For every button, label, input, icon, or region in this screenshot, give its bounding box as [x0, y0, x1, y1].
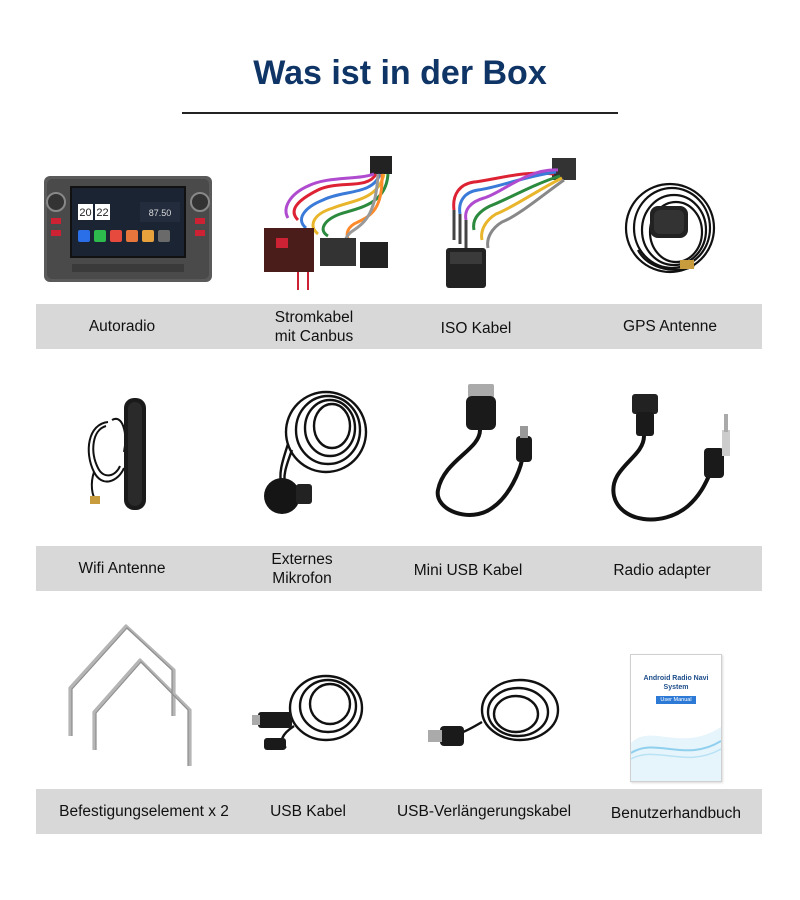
items-row-1 [36, 304, 762, 349]
manual-title-line: Android Radio Navi [643, 675, 709, 682]
item-label-mini-usb-kabel [382, 546, 554, 591]
label-line: Mini USB Kabel [413, 562, 523, 579]
label-line: Autoradio [88, 318, 156, 335]
item-label-usb-kabel [222, 789, 394, 834]
title-divider [182, 112, 618, 114]
radio-adapter-icon [608, 388, 748, 528]
items-row-3 [36, 789, 762, 834]
label-line: Mikrofon [272, 569, 332, 587]
radio-frequency: 87.50 [148, 208, 172, 218]
user-manual-icon [630, 654, 722, 782]
radio-clock-hour: 20 [79, 207, 92, 219]
label-line: Wifi Antenne [78, 560, 166, 577]
mini-usb-cable-icon [430, 380, 550, 525]
item-label-gps-antenne [584, 304, 756, 349]
label-line: Benutzerhandbuch [610, 805, 742, 822]
label-line: GPS Antenne [623, 318, 717, 335]
gps-antenna-icon [618, 170, 728, 285]
label-line: ISO Kabel [440, 320, 512, 337]
label-line: USB Kabel [270, 803, 346, 820]
label-line: Befestigungselement x 2 [59, 803, 229, 820]
manual-badge: User Manual [656, 696, 696, 704]
label-line: Stromkabel [274, 308, 354, 326]
item-label-externes-mikrofon [216, 546, 388, 591]
manual-title-line: System [663, 684, 689, 691]
iso-cable-icon [434, 150, 584, 295]
label-line: Externes [271, 550, 333, 568]
item-label-usb-verlaengerungskabel [384, 789, 584, 834]
usb-cable-icon [250, 664, 370, 764]
item-label-benutzerhandbuch [590, 789, 762, 834]
label-line: Radio adapter [613, 562, 711, 579]
microphone-icon [252, 384, 377, 524]
item-label-stromkabel [228, 304, 400, 349]
removal-keys-icon [50, 618, 200, 776]
item-label-iso-kabel [390, 304, 562, 349]
item-label-autoradio [36, 304, 208, 349]
usb-extension-cable-icon [424, 670, 564, 765]
items-row-2 [36, 546, 762, 591]
page-title: Was ist in der Box [253, 54, 547, 92]
car-radio-icon [42, 172, 214, 286]
wifi-antenna-icon [78, 392, 178, 522]
radio-clock-minute: 22 [96, 207, 109, 219]
item-label-befestigungselement [44, 789, 244, 834]
label-line: mit Canbus [274, 327, 354, 345]
label-line: USB-Verlängerungskabel [396, 803, 572, 820]
item-label-wifi-antenne [36, 546, 208, 591]
manual-wave-graphic [631, 713, 721, 781]
item-label-radio-adapter [576, 546, 748, 591]
power-cable-canbus-icon [258, 150, 408, 295]
